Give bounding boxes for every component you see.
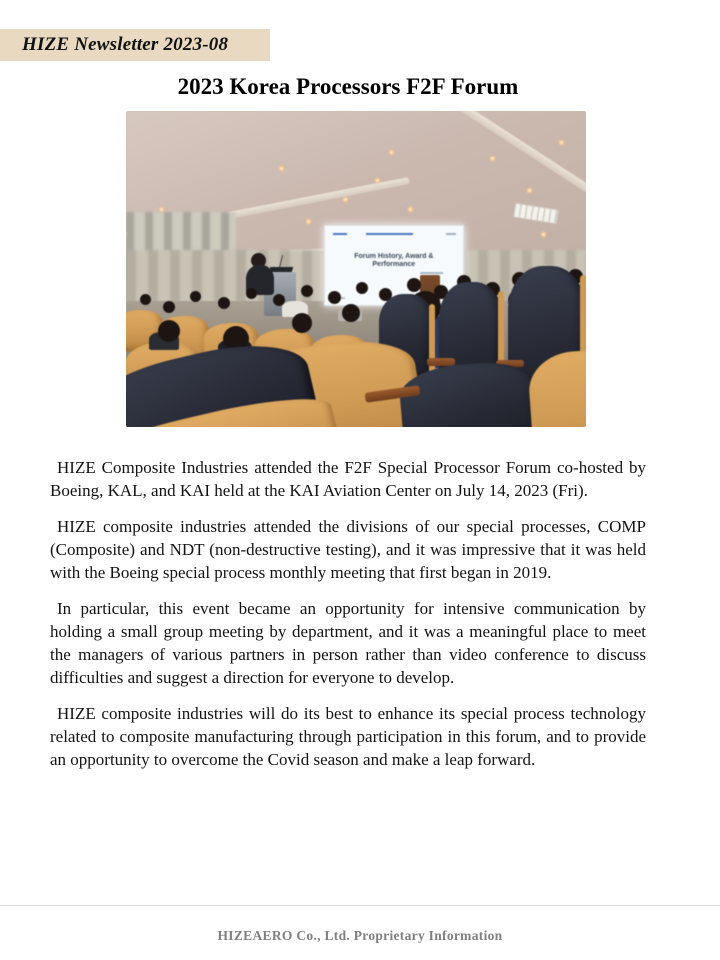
- page-title: 2023 Korea Processors F2F Forum: [177, 74, 519, 99]
- audience-head: [163, 301, 175, 313]
- audience-head: [356, 282, 368, 294]
- audience-head: [140, 294, 151, 305]
- audience-head: [407, 278, 421, 292]
- slide-title-line1: Forum History, Award &: [354, 252, 434, 260]
- body-paragraph: HIZE composite industries attended the divisions of our special processes, COMP (Composite) and NDT (non-destructive testing), and it was impressive that it was held with the Boeing special process monthly meeting that first began in 2019.: [50, 517, 646, 582]
- article-body: [50, 456, 646, 784]
- forum-photo: [126, 111, 586, 427]
- audience-head: [301, 285, 313, 297]
- footer-text: HIZEAERO Co., Ltd. Proprietary Information: [217, 928, 503, 943]
- audience-head: [190, 291, 201, 302]
- newsletter-header-badge: [0, 29, 270, 61]
- audience-head: [246, 288, 257, 299]
- forum-photo-scene: [126, 111, 586, 427]
- slide-title-line2: Performance: [372, 260, 416, 268]
- footer-divider: [0, 905, 720, 906]
- newsletter-header-label: HIZE Newsletter 2023-08: [22, 34, 229, 55]
- audience: [126, 111, 586, 427]
- audience-head: [158, 320, 180, 342]
- audience-head: [342, 304, 360, 322]
- audience-head: [218, 297, 230, 309]
- chair-armrest: [427, 358, 455, 366]
- body-paragraph: HIZE Composite Industries attended the F2F Special Processor Forum co-hosted by Boeing, KAL, and KAI held at the KAI Aviation Center on July 14, 2023 (Fri).: [50, 458, 646, 500]
- body-paragraph: HIZE composite industries will do its best to enhance its special process technology related to composite manufacturing through participation in this forum, and to provide an opportunity to overcome the Covid season and make a leap forward.: [50, 704, 646, 769]
- audience-head: [328, 291, 341, 304]
- audience-head: [292, 313, 312, 333]
- body-paragraph: In particular, this event became an opportunity for intensive communication by holding a small group meeting by department, and it was a meaningful place to meet the managers of various partners in person rather than video conference to discuss difficulties and suggest a direction for everyone to develop.: [50, 599, 646, 687]
